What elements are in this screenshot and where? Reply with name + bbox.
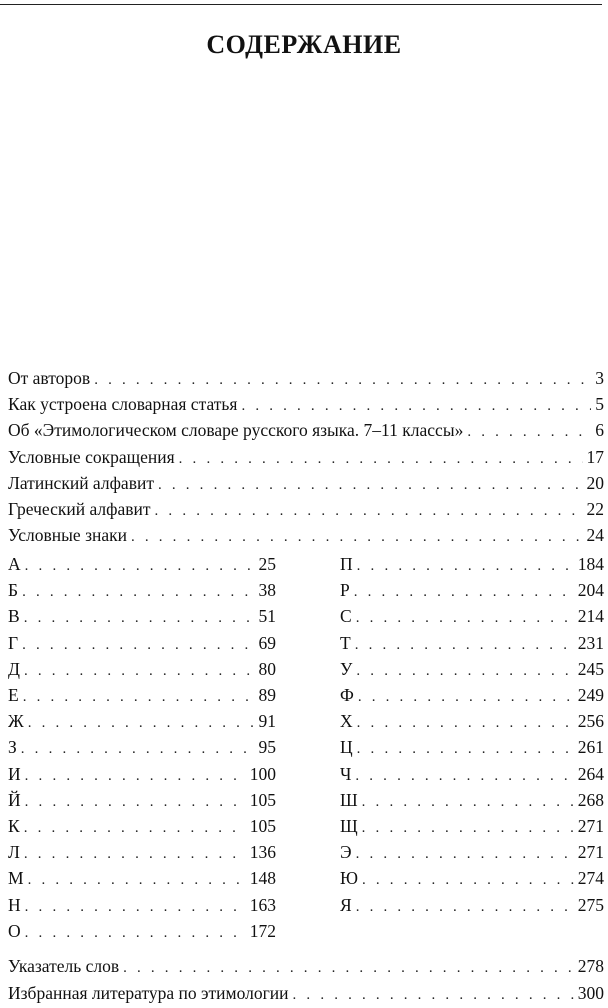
toc-entry-intro-2[interactable] (8, 417, 604, 443)
toc-entry-page: 148 (249, 868, 276, 889)
toc-entry-label: Как устроена словарная статья (8, 394, 238, 415)
toc-entry-letter-left-9[interactable] (8, 787, 276, 813)
dot-leader (357, 553, 574, 579)
toc-entry-letter-left-0[interactable] (8, 551, 276, 577)
toc-entry-page: 6 (595, 420, 604, 441)
toc-entry-page: 89 (258, 685, 276, 705)
toc-entry-label: Ж (8, 711, 24, 732)
toc-entry-label: Условные сокращения (8, 446, 175, 467)
dot-leader (25, 894, 246, 920)
toc-entry-closing-0[interactable] (8, 953, 604, 979)
toc-entry-label: Ф (340, 685, 354, 705)
dot-leader (355, 763, 573, 789)
toc-entry-label: Избранная литература по этимологии (8, 983, 289, 1003)
toc-entry-label: Ч (340, 763, 352, 784)
dot-leader (356, 658, 573, 684)
dot-leader (24, 841, 246, 867)
toc-entry-intro-1[interactable] (8, 391, 604, 417)
toc-entry-label: Ю (340, 868, 358, 889)
dot-leader (24, 658, 255, 684)
toc-entry-letter-right-2[interactable] (340, 603, 604, 629)
toc-entry-page: 69 (258, 632, 276, 653)
dot-leader (155, 498, 583, 524)
toc-entry-page: 275 (577, 894, 604, 915)
toc-entry-label: Щ (340, 816, 358, 836)
toc-entry-page: 245 (577, 658, 604, 679)
dot-leader (28, 710, 255, 736)
dot-leader (28, 867, 246, 893)
toc-entry-page: 184 (577, 554, 604, 574)
toc-entry-label: О (8, 920, 21, 941)
toc-entry-letter-right-9[interactable] (340, 787, 604, 813)
toc-entry-label: Х (340, 711, 353, 732)
toc-entry-letter-right-6[interactable] (340, 708, 604, 734)
toc-entry-letter-left-12[interactable] (8, 865, 276, 891)
dot-leader (24, 605, 255, 631)
toc-entry-letter-left-6[interactable] (8, 708, 276, 734)
dot-leader (362, 815, 574, 841)
dot-leader (179, 446, 583, 472)
dot-leader (158, 472, 583, 498)
page-title: СОДЕРЖАНИЕ (206, 30, 402, 59)
toc-entry-letter-left-5[interactable] (8, 682, 276, 708)
toc-entry-label: Д (8, 658, 20, 679)
toc-entry-page: 5 (595, 394, 604, 415)
toc-entry-letter-right-8[interactable] (340, 761, 604, 787)
toc-entry-letter-right-10[interactable] (340, 813, 604, 839)
toc-entry-letter-right-13[interactable] (340, 892, 604, 918)
toc-entry-label: К (8, 816, 20, 836)
toc-entry-label: Н (8, 894, 21, 915)
toc-entry-page: 268 (577, 789, 604, 810)
toc-entry-letter-left-8[interactable] (8, 761, 276, 787)
toc-entry-page: 231 (577, 632, 604, 653)
toc-entry-page: 100 (249, 763, 276, 784)
toc-entry-intro-6[interactable] (8, 522, 604, 548)
dot-leader (356, 841, 574, 867)
toc-entry-label: Е (8, 685, 19, 705)
dot-leader (22, 579, 254, 605)
toc-entry-label: Условные знаки (8, 525, 127, 546)
toc-entry-letter-left-13[interactable] (8, 892, 276, 918)
toc-entry-letter-right-4[interactable] (340, 656, 604, 682)
dot-leader (25, 789, 246, 815)
toc-entry-letter-right-0[interactable] (340, 551, 604, 577)
toc-entry-label: Э (340, 842, 352, 863)
toc-entry-intro-3[interactable] (8, 444, 604, 470)
dot-leader (25, 763, 246, 789)
dot-leader (355, 632, 574, 658)
toc-entry-page: 136 (249, 842, 276, 863)
toc-entry-page: 105 (249, 789, 276, 810)
dot-leader (21, 736, 255, 762)
dot-leader (22, 632, 254, 658)
toc-entry-letter-left-11[interactable] (8, 839, 276, 865)
toc-entry-label: Т (340, 632, 351, 653)
toc-entry-page: 214 (577, 606, 604, 627)
toc-entry-letter-left-2[interactable] (8, 603, 276, 629)
toc-entry-page: 249 (577, 685, 604, 705)
toc-entry-intro-4[interactable] (8, 470, 604, 496)
dot-leader (123, 955, 574, 981)
dot-leader (94, 367, 591, 393)
dot-leader (467, 419, 591, 445)
toc-entry-page: 172 (249, 920, 276, 941)
toc-entry-letter-left-3[interactable] (8, 630, 276, 656)
toc-entry-page: 3 (595, 368, 604, 388)
dot-leader (358, 684, 574, 710)
toc-entry-label: И (8, 763, 21, 784)
dot-leader (362, 867, 574, 893)
toc-entry-page: 264 (577, 763, 604, 784)
toc-entry-label: С (340, 606, 352, 627)
toc-entry-page: 51 (258, 606, 276, 627)
dot-leader (356, 605, 574, 631)
toc-entry-page: 300 (577, 983, 604, 1003)
toc-entry-page: 17 (586, 446, 604, 467)
toc-entry-page: 271 (577, 842, 604, 863)
dot-leader (357, 736, 574, 762)
toc-entry-letter-left-4[interactable] (8, 656, 276, 682)
toc-entry-letter-left-1[interactable] (8, 577, 276, 603)
toc-entry-page: 22 (586, 499, 604, 519)
toc-entry-label: От авторов (8, 368, 91, 388)
toc-entry-label: З (8, 737, 17, 758)
toc-entry-letter-right-3[interactable] (340, 630, 604, 656)
dot-leader (25, 553, 255, 579)
dot-leader (356, 894, 574, 920)
toc-entry-letter-left-14[interactable] (8, 918, 276, 944)
toc-entry-page: 95 (258, 737, 276, 758)
dot-leader (25, 920, 246, 946)
top-rule (0, 4, 602, 5)
dot-leader (354, 579, 574, 605)
toc-entry-page: 38 (258, 580, 276, 601)
dot-leader (362, 789, 574, 815)
toc-entry-label: Р (340, 580, 350, 601)
toc-entry-label: А (8, 554, 21, 574)
toc-entry-intro-5[interactable] (8, 496, 604, 522)
toc-entry-letter-right-1[interactable] (340, 577, 604, 603)
dot-leader (293, 982, 574, 1008)
toc-entry-label: Г (8, 632, 19, 653)
dot-leader (23, 684, 255, 710)
toc-entry-page: 20 (586, 472, 604, 493)
toc-entry-page: 271 (577, 816, 604, 836)
toc-entry-page: 105 (249, 816, 276, 836)
toc-entry-letter-right-12[interactable] (340, 865, 604, 891)
toc-entry-page: 274 (577, 868, 604, 889)
toc-entry-label: Я (340, 894, 352, 915)
toc-entry-page: 80 (258, 658, 276, 679)
toc-entry-letter-left-7[interactable] (8, 734, 276, 760)
toc-entry-label: П (340, 554, 353, 574)
dot-leader (357, 710, 574, 736)
toc-entry-label: Л (8, 842, 20, 863)
toc-entry-label: Ц (340, 737, 353, 758)
toc-entry-page: 24 (586, 525, 604, 546)
toc-entry-page: 204 (577, 580, 604, 601)
toc-entry-closing-1[interactable] (8, 980, 604, 1006)
dot-leader (24, 815, 246, 841)
toc-entry-letter-right-5[interactable] (340, 682, 604, 708)
toc-entry-label: Об «Этимологическом словаре русского языка. 7–11 классы» (8, 420, 464, 441)
toc-entry-label: Ш (340, 789, 358, 810)
toc-entry-letter-right-11[interactable] (340, 839, 604, 865)
toc-entry-label: Греческий алфавит (8, 499, 151, 519)
toc-entry-page: 91 (258, 711, 276, 732)
toc-entry-page: 278 (577, 956, 604, 976)
toc-entry-label: М (8, 868, 24, 889)
toc-entry-page: 261 (577, 737, 604, 758)
toc-entry-label: У (340, 658, 353, 679)
toc-entry-intro-0[interactable] (8, 365, 604, 391)
toc-entry-letter-left-10[interactable] (8, 813, 276, 839)
toc-entry-page: 25 (258, 554, 276, 574)
toc-entry-label: Указатель слов (8, 956, 120, 976)
toc-entry-label: В (8, 606, 20, 627)
toc-entry-label: Б (8, 580, 19, 601)
toc-entry-label: Й (8, 789, 21, 810)
toc-entry-letter-right-7[interactable] (340, 734, 604, 760)
toc-entry-label: Латинский алфавит (8, 472, 154, 493)
dot-leader (131, 524, 583, 550)
toc-entry-page: 256 (577, 711, 604, 732)
dot-leader (241, 393, 591, 419)
toc-entry-page: 163 (249, 894, 276, 915)
